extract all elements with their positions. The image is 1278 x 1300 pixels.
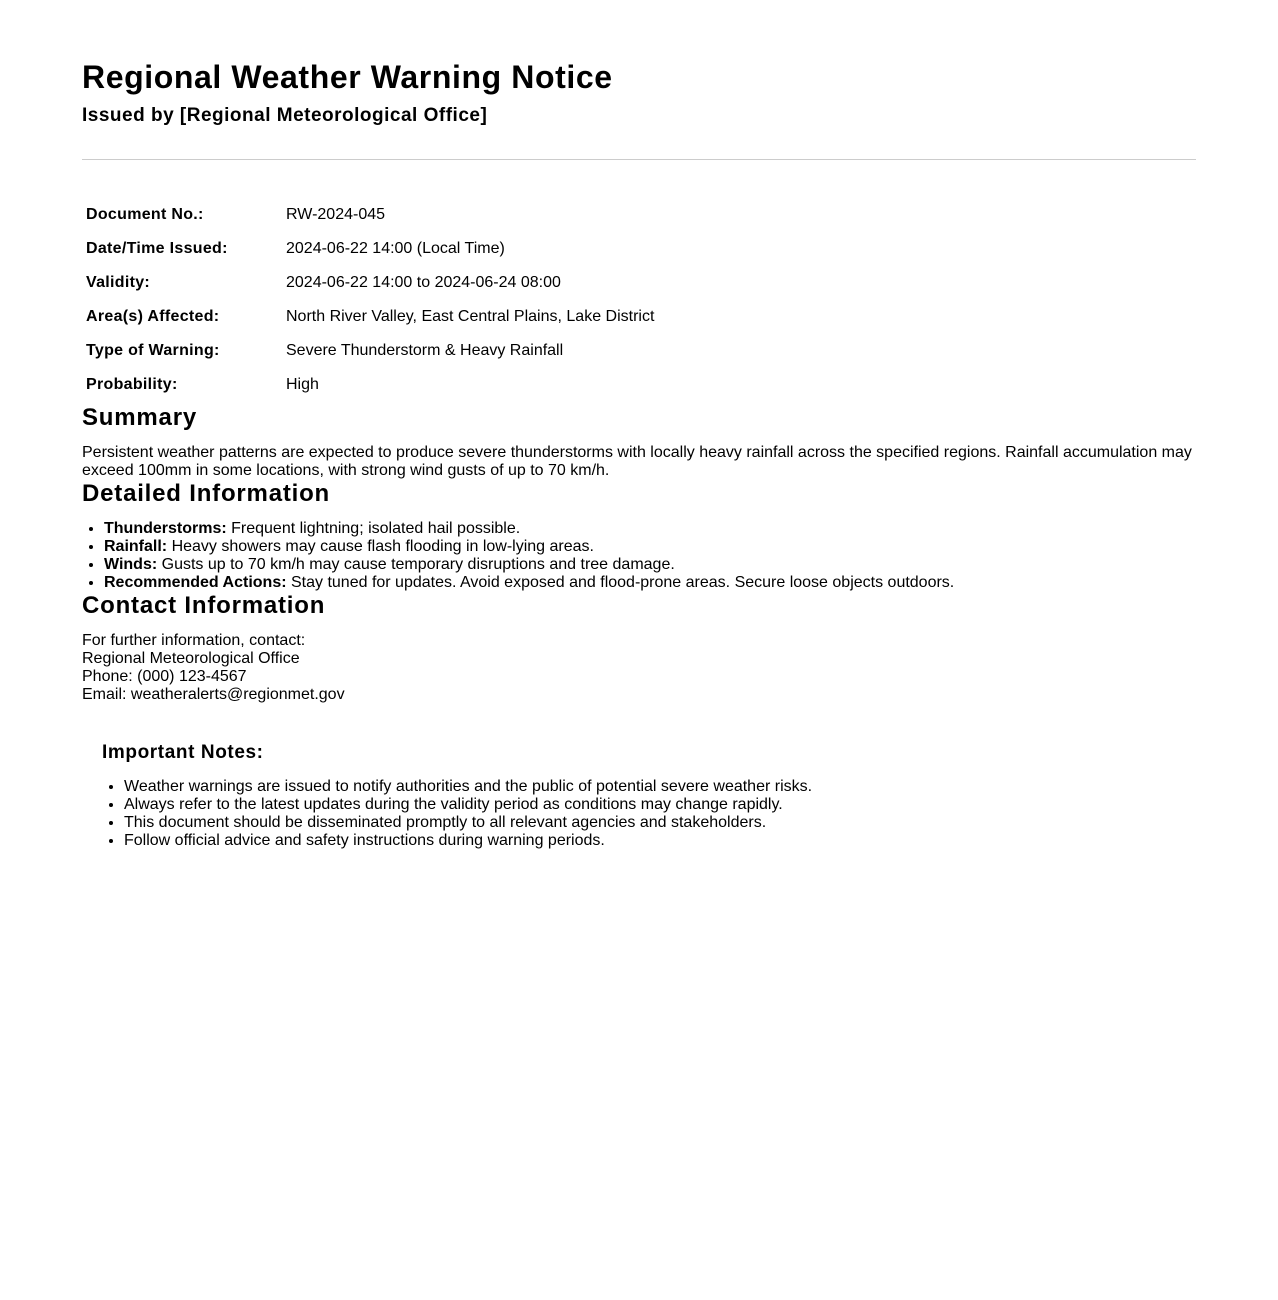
meta-value: RW-2024-045 (286, 206, 386, 223)
meta-value: High (286, 376, 319, 393)
meta-value: North River Valley, East Central Plains, Lake District (286, 308, 655, 325)
meta-value: Severe Thunderstorm & Heavy Rainfall (286, 342, 564, 359)
contact-phone: Phone: (000) 123-4567 (82, 668, 247, 685)
warning-document (82, 0, 1196, 850)
meta-label: Document No.: (86, 206, 204, 223)
header-divider (82, 159, 1196, 160)
contact-email: Email: weatheralerts@regionmet.gov (82, 686, 345, 703)
detail-label: Winds: (104, 556, 158, 573)
meta-row-areas-affected (86, 302, 654, 332)
issuer-subtitle: Issued by [Regional Meteorological Office] (82, 105, 488, 126)
detail-text: Stay tuned for updates. Avoid exposed and flood-prone areas. Secure loose objects outdoors. (286, 574, 955, 591)
meta-value: 2024-06-22 14:00 (Local Time) (286, 240, 505, 257)
contact-block (82, 632, 1196, 704)
meta-label: Date/Time Issued: (86, 240, 228, 257)
meta-row-probability (86, 370, 654, 400)
list-item: • This document should be disseminated promptly to all relevant agencies and stakeholders. (124, 814, 1196, 832)
list-item: • Follow official advice and safety instructions during warning periods. (124, 832, 1196, 850)
detail-label: Rainfall: (104, 538, 168, 555)
list-item (104, 520, 1196, 538)
detail-text: Frequent lightning; isolated hail possible. (226, 520, 521, 537)
list-item: • Always refer to the latest updates during the validity period as conditions may change rapidly. (124, 796, 1196, 814)
detail-label: Thunderstorms: (104, 520, 227, 537)
meta-row-warning-type (86, 336, 654, 366)
notes-list (102, 778, 1196, 850)
summary-text: Persistent weather patterns are expected to produce severe thunderstorms with locally heavy rainfall across the specified regions. Rainfall accumulation may exceed 100mm in some locations, with strong wind gusts of up to 70 km/h. (82, 444, 1192, 479)
list-item (104, 574, 1196, 592)
list-item (104, 556, 1196, 574)
important-notes-section (82, 742, 1196, 850)
list-item: • Weather warnings are issued to notify authorities and the public of potential severe weather risks. (124, 778, 1196, 796)
summary-heading: Summary (82, 404, 197, 431)
meta-row-validity (86, 268, 654, 298)
list-item (104, 538, 1196, 556)
meta-label: Type of Warning: (86, 342, 220, 359)
contact-office: Regional Meteorological Office (82, 650, 300, 667)
document-metadata-table (82, 196, 658, 404)
meta-row-document-no (86, 200, 654, 230)
detail-text: Gusts up to 70 km/h may cause temporary disruptions and tree damage. (157, 556, 675, 573)
meta-label: Probability: (86, 376, 178, 393)
meta-label: Validity: (86, 274, 151, 291)
page-title: Regional Weather Warning Notice (82, 59, 613, 95)
contact-intro: For further information, contact: (82, 632, 306, 649)
meta-label: Area(s) Affected: (86, 308, 220, 325)
details-heading: Detailed Information (82, 480, 331, 507)
meta-row-date-issued (86, 234, 654, 264)
contact-heading: Contact Information (82, 592, 326, 619)
notes-heading: Important Notes: (102, 742, 264, 763)
details-list (82, 520, 1196, 592)
detail-text: Heavy showers may cause flash flooding in low-lying areas. (167, 538, 594, 555)
meta-value: 2024-06-22 14:00 to 2024-06-24 08:00 (286, 274, 561, 291)
detail-label: Recommended Actions: (104, 574, 287, 591)
